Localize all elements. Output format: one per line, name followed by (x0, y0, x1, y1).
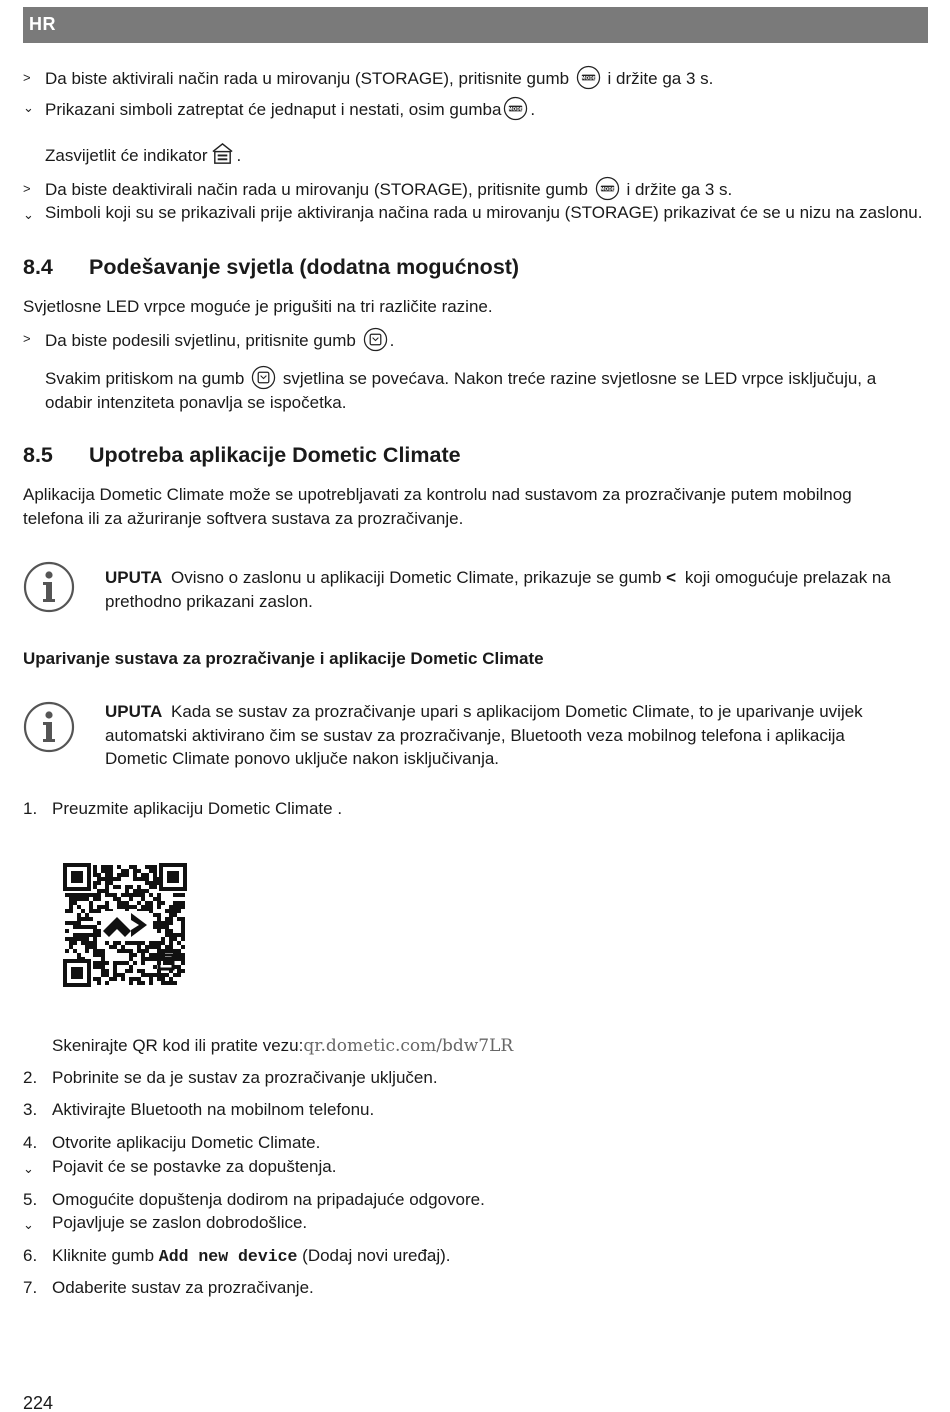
app-download-link[interactable]: qr.dometic.com/bdw7LR (303, 1036, 514, 1056)
qr-instruction: Skenirajte QR kod ili pratite vezu:qr.dometic.com/bdw7LR (52, 1036, 514, 1056)
svg-text:MODE: MODE (599, 187, 615, 193)
mode-button-icon (595, 176, 620, 201)
note-2: UPUTA Kada se sustav za prozračivanje upari s aplikacijom Dometic Climate, to je uparivanje uvijek automatski aktivirano čim se sustav za prozračivanje, Bluetooth veza mobilnog telefona i aplikacija Dometic Climate ponovo uključe nakon isključivanja. (105, 702, 863, 768)
step-1: Preuzmite aplikaciju Dometic Climate . (52, 799, 343, 818)
svg-text:MODE: MODE (508, 107, 524, 113)
step-4: Otvorite aplikaciju Dometic Climate. (52, 1133, 321, 1152)
step-marker: > (23, 331, 31, 346)
info-icon (23, 561, 75, 613)
step-marker: > (23, 181, 31, 196)
step-6: Kliknite gumb Add new device (Dodaj novi uređaj). (52, 1246, 451, 1266)
step-number: 5. (23, 1190, 38, 1209)
step-5-result: Pojavljuje se zaslon dobrodošlice. (52, 1213, 308, 1232)
light-button-icon (363, 327, 388, 352)
step-2: Pobrinite se da je sustav za prozračivanje uključen. (52, 1068, 438, 1087)
storage-indicator-icon (210, 142, 235, 167)
section-heading-8-5: 8.5 Upotreba aplikacije Dometic Climate (23, 443, 461, 467)
mode-button-icon (503, 96, 528, 121)
intro-line-3: Zasvijetlit će indikator . (45, 144, 241, 169)
add-new-device-button-label: Add new device (158, 1247, 298, 1266)
note-1: UPUTA Ovisno o zaslonu u aplikaciji Dometic Climate, prikazuje se gumb < koji omogućuje prelazak na prethodno prikazani zaslon. (105, 568, 891, 611)
intro-line-2: Prikazani simboli zatreptat će jednaput i nestati, osim gumba MODE . (45, 98, 535, 123)
section-heading-8-4: 8.4 Podešavanje svjetla (dodatna mogućnost) (23, 255, 520, 279)
brightness-description-1: Svakim pritiskom na gumb svjetlina se povećava. Nakon treće razine svjetlosne se LED vrpce isključuju, a (45, 367, 876, 392)
language-code: HR (29, 14, 56, 34)
step-number: 7. (23, 1278, 38, 1297)
subsection-heading: Uparivanje sustava za prozračivanje i aplikacije Dometic Climate (23, 649, 544, 668)
step-4-result: Pojavit će se postavke za dopuštenja. (52, 1157, 337, 1176)
step-number: 2. (23, 1068, 38, 1087)
qr-code[interactable] (57, 857, 193, 993)
intro-line-4: Da biste deaktivirali način rada u mirovanju (STORAGE), pritisnite gumb MODE i držite ga 3 s. (45, 178, 732, 203)
step-7: Odaberite sustav za prozračivanje. (52, 1278, 314, 1297)
mode-button-icon (576, 65, 601, 90)
step-3: Aktivirajte Bluetooth na mobilnom telefonu. (52, 1100, 375, 1119)
step-number: 4. (23, 1133, 38, 1152)
step-number: 1. (23, 799, 38, 818)
page-number: 224 (23, 1393, 54, 1412)
paragraph: Aplikacija Dometic Climate može se upotrebljavati za kontrolu nad sustavom za prozračivanje putem mobilnog telefona ili za ažuriranje softvera sustava za prozračivanje. (23, 485, 852, 528)
result-marker: ⌄ (23, 207, 34, 222)
paragraph: Svjetlosne LED vrpce moguće je prigušiti na tri različite razine. (23, 297, 493, 316)
result-marker: ⌄ (23, 1161, 34, 1176)
intro-line-1: Da biste aktivirali način rada u mirovanju (STORAGE), pritisnite gumb MODE i držite ga 3 s. (45, 67, 713, 92)
light-button-icon (251, 365, 276, 390)
step-marker: > (23, 70, 31, 85)
svg-text:MODE: MODE (581, 76, 596, 82)
result-marker: ⌄ (23, 100, 34, 115)
intro-line-5: Simboli koji su se prikazivali prije aktiviranja načina rada u mirovanju (STORAGE) prikazivat će se u nizu na zaslonu. (45, 203, 923, 222)
language-header-bar (23, 7, 928, 43)
step-5: Omogućite dopuštenja dodirom na pripadajuće odgovore. (52, 1190, 485, 1209)
step-number: 6. (23, 1246, 38, 1265)
info-icon (23, 701, 75, 753)
brightness-description-2: odabir intenziteta ponavlja se ispočetka. (45, 393, 347, 412)
result-marker: ⌄ (23, 1217, 34, 1232)
brightness-step: Da biste podesili svjetlinu, pritisnite gumb . (45, 329, 394, 354)
step-number: 3. (23, 1100, 38, 1119)
